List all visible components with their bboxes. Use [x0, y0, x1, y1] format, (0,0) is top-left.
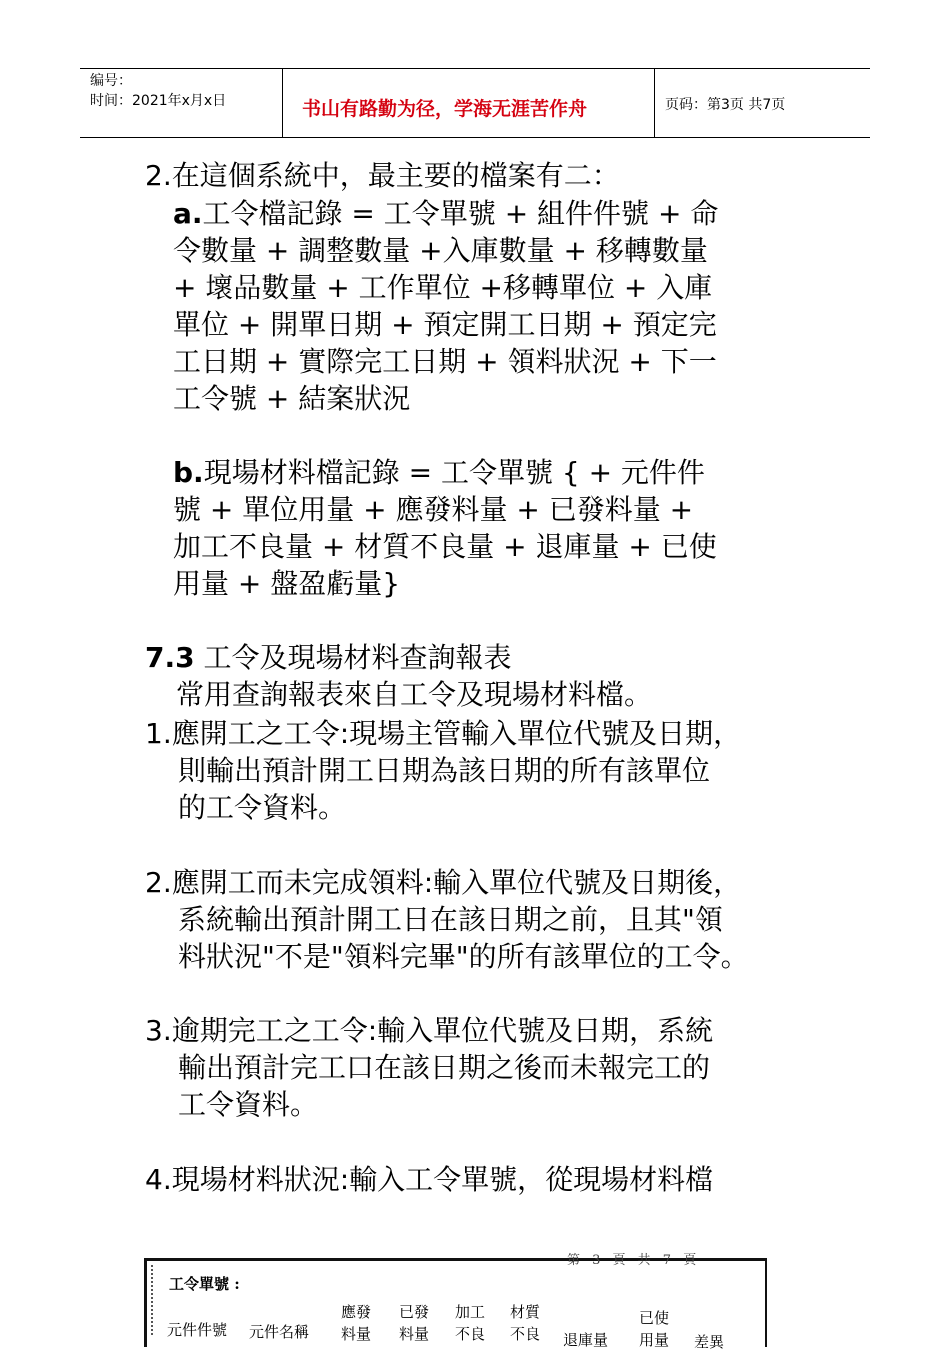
column-header: 材質 不良 [510, 1303, 541, 1343]
a-line-3: + 壞品數量 + 工作單位 +移轉單位 + 入庫 [173, 271, 713, 304]
a-line-2: 令數量 + 調整數量 +入庫數量 + 移轉數量 [173, 234, 708, 267]
column-header: 元件件號 [167, 1321, 228, 1339]
column-header: 已發 料量 [399, 1303, 430, 1343]
column-header: 已使 用量 [639, 1309, 670, 1349]
b-line-2: 號 + 單位用量 + 應發料量 + 已發料量 + [173, 493, 694, 526]
item-1-line-1: 1.應開工之工令:現場主管輸入單位代號及日期， [145, 717, 742, 750]
a-line-1: a.工令檔記錄 = 工令單號 + 組件件號 + 命 [173, 197, 719, 230]
item-2-line-1: 2.應開工而未完成領料:輸入單位代號及日期後， [145, 866, 742, 899]
scan-page-number: 第 3 頁 共 7 頁 [567, 1253, 701, 1268]
number-label: 编号： [90, 73, 132, 89]
header-divider [282, 69, 283, 137]
column-header: 元件名稱 [249, 1323, 310, 1341]
scanned-form [144, 1253, 767, 1351]
b-line-4: 用量 + 盤盈虧量} [173, 567, 401, 600]
page-info: 页码：第3页 共7页 [665, 97, 786, 113]
item-2-line-3: 料狀況"不是"領料完畢"的所有該單位的工令。 [178, 940, 749, 973]
a-prefix: a. [173, 197, 203, 230]
work-order-label: 工令單號 : [169, 1275, 240, 1293]
section-title: 工令及現場材料查詢報表 [194, 641, 512, 674]
b-line-3: 加工不良量 + 材質不良量 + 退庫量 + 已使 [173, 530, 717, 563]
b-prefix: b. [173, 456, 204, 489]
b-line-1: b.現場材料檔記錄 = 工令單號 { + 元件件 [173, 456, 705, 489]
column-header: 加工 不良 [455, 1303, 486, 1343]
header-divider [654, 69, 655, 137]
column-header: 退庫量 [563, 1331, 609, 1349]
section-intro: 常用查詢報表來自工令及現場材料檔。 [176, 678, 653, 711]
item-1-line-2: 則輸出預計開工日期為該日期的所有該單位 [178, 754, 711, 787]
section-number: 7.3 [145, 641, 195, 674]
column-header: 應發 料量 [341, 1303, 372, 1343]
a-line-5: 工日期 + 實際完工日期 + 領料狀況 + 下一 [173, 345, 717, 378]
item2-title: 2.在這個系統中，最主要的檔案有二： [145, 159, 620, 192]
scan-edge [151, 1265, 157, 1335]
item-1-line-3: 的工令資料。 [178, 791, 347, 824]
item-3-line-1: 3.逾期完工之工令:輸入單位代號及日期，系統 [145, 1014, 714, 1047]
section-heading [145, 639, 512, 676]
item-2-line-2: 系統輸出預計開工日在該日期之前，且其"領 [178, 903, 723, 936]
a-line-6: 工令號 + 結案狀況 [173, 382, 411, 415]
column-header: 差異 [694, 1333, 725, 1351]
item-3-line-2: 輸出預計完工口在該日期之後而未報完工的 [178, 1051, 711, 1084]
a-line-4: 單位 + 開單日期 + 預定開工日期 + 預定完 [173, 308, 717, 341]
motto: 书山有路勤为径，学海无涯苦作舟 [302, 98, 588, 120]
time-label: 时间：2021年x月x日 [90, 93, 227, 109]
item-4-line-1: 4.現場材料狀況:輸入工令單號，從現場材料檔 [145, 1163, 714, 1196]
item-3-line-3: 工令資料。 [178, 1088, 319, 1121]
page-header [80, 68, 870, 138]
